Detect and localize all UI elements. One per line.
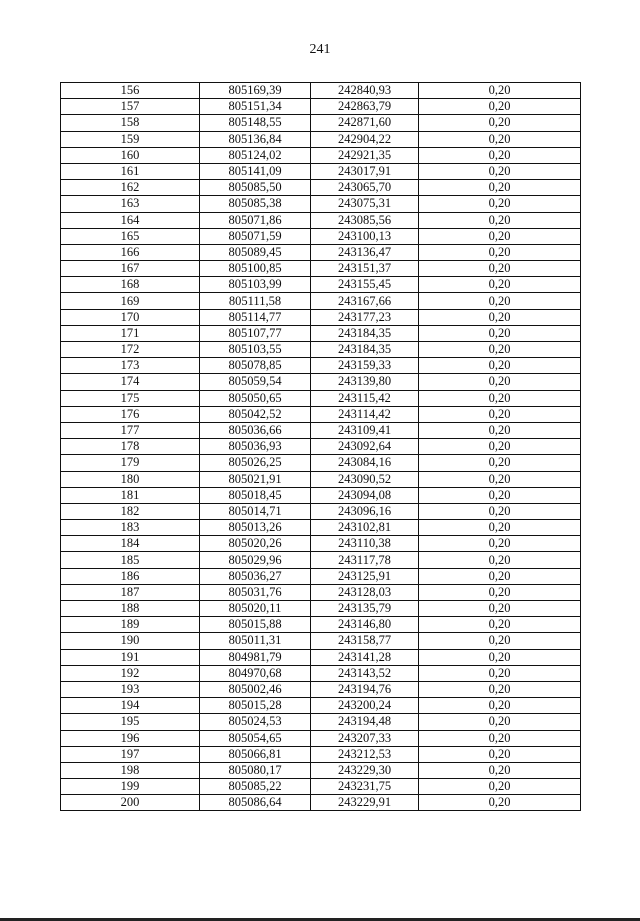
accuracy-cell: 0,20 [419, 277, 581, 293]
x-coordinate-cell: 805014,71 [200, 503, 311, 519]
point-number-cell: 165 [61, 228, 200, 244]
point-number-cell: 189 [61, 617, 200, 633]
y-coordinate-cell: 243151,37 [311, 261, 419, 277]
accuracy-cell: 0,20 [419, 746, 581, 762]
y-coordinate-cell: 243075,31 [311, 196, 419, 212]
table-row [61, 422, 581, 438]
accuracy-cell: 0,20 [419, 212, 581, 228]
point-number-cell: 176 [61, 406, 200, 422]
y-coordinate-cell: 243125,91 [311, 568, 419, 584]
table-row [61, 730, 581, 746]
point-number-cell: 159 [61, 131, 200, 147]
point-number-cell: 184 [61, 536, 200, 552]
x-coordinate-cell: 805015,88 [200, 617, 311, 633]
point-number-cell: 196 [61, 730, 200, 746]
table-row [61, 665, 581, 681]
accuracy-cell: 0,20 [419, 487, 581, 503]
table-row [61, 244, 581, 260]
point-number-cell: 190 [61, 633, 200, 649]
y-coordinate-cell: 242840,93 [311, 83, 419, 99]
x-coordinate-cell: 805036,27 [200, 568, 311, 584]
y-coordinate-cell: 243155,45 [311, 277, 419, 293]
accuracy-cell: 0,20 [419, 180, 581, 196]
table-row [61, 503, 581, 519]
point-number-cell: 162 [61, 180, 200, 196]
x-coordinate-cell: 805020,11 [200, 601, 311, 617]
point-number-cell: 197 [61, 746, 200, 762]
point-number-cell: 174 [61, 374, 200, 390]
table-row [61, 439, 581, 455]
x-coordinate-cell: 805086,64 [200, 795, 311, 811]
point-number-cell: 156 [61, 83, 200, 99]
table-row [61, 762, 581, 778]
y-coordinate-cell: 242863,79 [311, 99, 419, 115]
accuracy-cell: 0,20 [419, 325, 581, 341]
x-coordinate-cell: 805036,66 [200, 422, 311, 438]
y-coordinate-cell: 243117,78 [311, 552, 419, 568]
table-row [61, 358, 581, 374]
accuracy-cell: 0,20 [419, 730, 581, 746]
point-number-cell: 186 [61, 568, 200, 584]
point-number-cell: 160 [61, 147, 200, 163]
point-number-cell: 179 [61, 455, 200, 471]
y-coordinate-cell: 243065,70 [311, 180, 419, 196]
table-row [61, 390, 581, 406]
accuracy-cell: 0,20 [419, 681, 581, 697]
y-coordinate-cell: 243090,52 [311, 471, 419, 487]
accuracy-cell: 0,20 [419, 455, 581, 471]
point-number-cell: 192 [61, 665, 200, 681]
table-row [61, 584, 581, 600]
x-coordinate-cell: 805107,77 [200, 325, 311, 341]
y-coordinate-cell: 243102,81 [311, 520, 419, 536]
accuracy-cell: 0,20 [419, 584, 581, 600]
table-row [61, 681, 581, 697]
point-number-cell: 182 [61, 503, 200, 519]
table-row [61, 212, 581, 228]
point-number-cell: 157 [61, 99, 200, 115]
table-row [61, 471, 581, 487]
y-coordinate-cell: 243194,76 [311, 681, 419, 697]
y-coordinate-cell: 243096,16 [311, 503, 419, 519]
accuracy-cell: 0,20 [419, 471, 581, 487]
y-coordinate-cell: 243177,23 [311, 309, 419, 325]
table-row [61, 795, 581, 811]
table-row [61, 228, 581, 244]
accuracy-cell: 0,20 [419, 147, 581, 163]
x-coordinate-cell: 805103,55 [200, 342, 311, 358]
accuracy-cell: 0,20 [419, 115, 581, 131]
y-coordinate-cell: 243229,91 [311, 795, 419, 811]
x-coordinate-cell: 805054,65 [200, 730, 311, 746]
point-number-cell: 181 [61, 487, 200, 503]
accuracy-cell: 0,20 [419, 795, 581, 811]
table-row [61, 536, 581, 552]
y-coordinate-cell: 243085,56 [311, 212, 419, 228]
accuracy-cell: 0,20 [419, 163, 581, 179]
y-coordinate-cell: 243114,42 [311, 406, 419, 422]
table-row [61, 115, 581, 131]
accuracy-cell: 0,20 [419, 406, 581, 422]
point-number-cell: 172 [61, 342, 200, 358]
table-row [61, 487, 581, 503]
x-coordinate-cell: 805124,02 [200, 147, 311, 163]
y-coordinate-cell: 243207,33 [311, 730, 419, 746]
table-row [61, 196, 581, 212]
x-coordinate-cell: 805002,46 [200, 681, 311, 697]
x-coordinate-cell: 805036,93 [200, 439, 311, 455]
y-coordinate-cell: 243184,35 [311, 342, 419, 358]
accuracy-cell: 0,20 [419, 390, 581, 406]
point-number-cell: 171 [61, 325, 200, 341]
y-coordinate-cell: 243136,47 [311, 244, 419, 260]
y-coordinate-cell: 242904,22 [311, 131, 419, 147]
accuracy-cell: 0,20 [419, 617, 581, 633]
point-number-cell: 175 [61, 390, 200, 406]
point-number-cell: 170 [61, 309, 200, 325]
point-number-cell: 185 [61, 552, 200, 568]
y-coordinate-cell: 242871,60 [311, 115, 419, 131]
point-number-cell: 158 [61, 115, 200, 131]
y-coordinate-cell: 243158,77 [311, 633, 419, 649]
x-coordinate-cell: 805089,45 [200, 244, 311, 260]
point-number-cell: 180 [61, 471, 200, 487]
table-row [61, 617, 581, 633]
table-row [61, 568, 581, 584]
x-coordinate-cell: 805071,59 [200, 228, 311, 244]
accuracy-cell: 0,20 [419, 293, 581, 309]
y-coordinate-cell: 243084,16 [311, 455, 419, 471]
table-row [61, 293, 581, 309]
y-coordinate-cell: 243110,38 [311, 536, 419, 552]
x-coordinate-cell: 805100,85 [200, 261, 311, 277]
point-number-cell: 169 [61, 293, 200, 309]
x-coordinate-cell: 805031,76 [200, 584, 311, 600]
table-row [61, 714, 581, 730]
x-coordinate-cell: 805078,85 [200, 358, 311, 374]
table-row [61, 746, 581, 762]
accuracy-cell: 0,20 [419, 228, 581, 244]
x-coordinate-cell: 805059,54 [200, 374, 311, 390]
point-number-cell: 198 [61, 762, 200, 778]
y-coordinate-cell: 243141,28 [311, 649, 419, 665]
y-coordinate-cell: 243200,24 [311, 698, 419, 714]
x-coordinate-cell: 805021,91 [200, 471, 311, 487]
table-row [61, 455, 581, 471]
table-row [61, 83, 581, 99]
table-row [61, 374, 581, 390]
x-coordinate-cell: 805141,09 [200, 163, 311, 179]
accuracy-cell: 0,20 [419, 196, 581, 212]
point-number-cell: 161 [61, 163, 200, 179]
accuracy-cell: 0,20 [419, 536, 581, 552]
x-coordinate-cell: 805042,52 [200, 406, 311, 422]
x-coordinate-cell: 805018,45 [200, 487, 311, 503]
y-coordinate-cell: 243184,35 [311, 325, 419, 341]
y-coordinate-cell: 243231,75 [311, 779, 419, 795]
accuracy-cell: 0,20 [419, 633, 581, 649]
x-coordinate-cell: 805085,22 [200, 779, 311, 795]
x-coordinate-cell: 805020,26 [200, 536, 311, 552]
accuracy-cell: 0,20 [419, 779, 581, 795]
accuracy-cell: 0,20 [419, 503, 581, 519]
accuracy-cell: 0,20 [419, 665, 581, 681]
y-coordinate-cell: 243194,48 [311, 714, 419, 730]
table-row [61, 325, 581, 341]
y-coordinate-cell: 243128,03 [311, 584, 419, 600]
accuracy-cell: 0,20 [419, 358, 581, 374]
table-row [61, 147, 581, 163]
y-coordinate-cell: 243135,79 [311, 601, 419, 617]
point-number-cell: 177 [61, 422, 200, 438]
accuracy-cell: 0,20 [419, 342, 581, 358]
point-number-cell: 168 [61, 277, 200, 293]
table-row [61, 99, 581, 115]
point-number-cell: 178 [61, 439, 200, 455]
accuracy-cell: 0,20 [419, 762, 581, 778]
accuracy-cell: 0,20 [419, 309, 581, 325]
y-coordinate-cell: 243167,66 [311, 293, 419, 309]
point-number-cell: 193 [61, 681, 200, 697]
point-number-cell: 173 [61, 358, 200, 374]
point-number-cell: 195 [61, 714, 200, 730]
x-coordinate-cell: 805024,53 [200, 714, 311, 730]
point-number-cell: 188 [61, 601, 200, 617]
y-coordinate-cell: 243115,42 [311, 390, 419, 406]
x-coordinate-cell: 804970,68 [200, 665, 311, 681]
point-number-cell: 194 [61, 698, 200, 714]
accuracy-cell: 0,20 [419, 99, 581, 115]
y-coordinate-cell: 242921,35 [311, 147, 419, 163]
y-coordinate-cell: 243159,33 [311, 358, 419, 374]
y-coordinate-cell: 243229,30 [311, 762, 419, 778]
y-coordinate-cell: 243100,13 [311, 228, 419, 244]
x-coordinate-cell: 805013,26 [200, 520, 311, 536]
table-row [61, 520, 581, 536]
accuracy-cell: 0,20 [419, 422, 581, 438]
accuracy-cell: 0,20 [419, 374, 581, 390]
table-row [61, 633, 581, 649]
x-coordinate-cell: 805071,86 [200, 212, 311, 228]
x-coordinate-cell: 805151,34 [200, 99, 311, 115]
y-coordinate-cell: 243109,41 [311, 422, 419, 438]
accuracy-cell: 0,20 [419, 649, 581, 665]
table-row [61, 131, 581, 147]
x-coordinate-cell: 805011,31 [200, 633, 311, 649]
table-row [61, 406, 581, 422]
coordinates-table [60, 82, 581, 811]
accuracy-cell: 0,20 [419, 520, 581, 536]
x-coordinate-cell: 805015,28 [200, 698, 311, 714]
x-coordinate-cell: 805103,99 [200, 277, 311, 293]
accuracy-cell: 0,20 [419, 698, 581, 714]
x-coordinate-cell: 805085,50 [200, 180, 311, 196]
coordinates-table-body [61, 83, 581, 811]
x-coordinate-cell: 805136,84 [200, 131, 311, 147]
y-coordinate-cell: 243143,52 [311, 665, 419, 681]
table-row [61, 180, 581, 196]
table-row [61, 309, 581, 325]
y-coordinate-cell: 243017,91 [311, 163, 419, 179]
accuracy-cell: 0,20 [419, 568, 581, 584]
accuracy-cell: 0,20 [419, 714, 581, 730]
point-number-cell: 183 [61, 520, 200, 536]
table-row [61, 277, 581, 293]
accuracy-cell: 0,20 [419, 552, 581, 568]
point-number-cell: 191 [61, 649, 200, 665]
accuracy-cell: 0,20 [419, 439, 581, 455]
x-coordinate-cell: 804981,79 [200, 649, 311, 665]
y-coordinate-cell: 243146,80 [311, 617, 419, 633]
point-number-cell: 187 [61, 584, 200, 600]
accuracy-cell: 0,20 [419, 131, 581, 147]
point-number-cell: 166 [61, 244, 200, 260]
table-row [61, 552, 581, 568]
point-number-cell: 200 [61, 795, 200, 811]
y-coordinate-cell: 243212,53 [311, 746, 419, 762]
accuracy-cell: 0,20 [419, 261, 581, 277]
x-coordinate-cell: 805080,17 [200, 762, 311, 778]
x-coordinate-cell: 805114,77 [200, 309, 311, 325]
x-coordinate-cell: 805148,55 [200, 115, 311, 131]
x-coordinate-cell: 805026,25 [200, 455, 311, 471]
x-coordinate-cell: 805050,65 [200, 390, 311, 406]
table-row [61, 698, 581, 714]
table-row [61, 649, 581, 665]
x-coordinate-cell: 805029,96 [200, 552, 311, 568]
table-row [61, 163, 581, 179]
x-coordinate-cell: 805085,38 [200, 196, 311, 212]
x-coordinate-cell: 805066,81 [200, 746, 311, 762]
accuracy-cell: 0,20 [419, 83, 581, 99]
page-number: 241 [309, 42, 331, 57]
table-row [61, 601, 581, 617]
y-coordinate-cell: 243092,64 [311, 439, 419, 455]
accuracy-cell: 0,20 [419, 601, 581, 617]
table-row [61, 779, 581, 795]
accuracy-cell: 0,20 [419, 244, 581, 260]
table-row [61, 342, 581, 358]
point-number-cell: 164 [61, 212, 200, 228]
point-number-cell: 163 [61, 196, 200, 212]
x-coordinate-cell: 805169,39 [200, 83, 311, 99]
y-coordinate-cell: 243094,08 [311, 487, 419, 503]
y-coordinate-cell: 243139,80 [311, 374, 419, 390]
point-number-cell: 199 [61, 779, 200, 795]
point-number-cell: 167 [61, 261, 200, 277]
x-coordinate-cell: 805111,58 [200, 293, 311, 309]
table-row [61, 261, 581, 277]
